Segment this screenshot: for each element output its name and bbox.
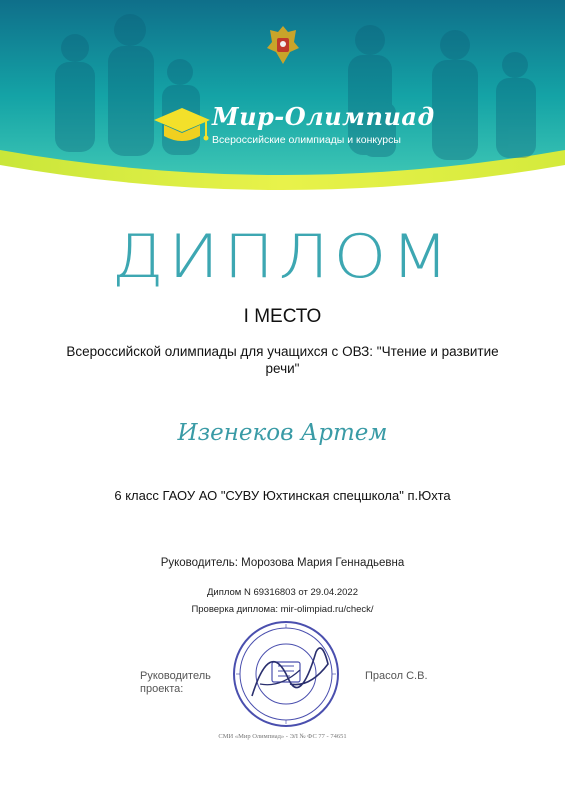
signature-scribble bbox=[252, 648, 328, 696]
russia-coat-of-arms-icon bbox=[264, 22, 302, 68]
signature-label-line-1: Руководитель bbox=[140, 670, 211, 682]
signer-name: Прасол С.В. bbox=[365, 670, 428, 682]
leader-info: Руководитель: Морозова Мария Геннадьевна bbox=[160, 557, 405, 569]
diploma-number: Диплом N 69316803 от 29.04.2022 bbox=[206, 587, 358, 598]
place-label: I МЕСТО bbox=[243, 306, 322, 327]
signature-label-line-2: проекта: bbox=[140, 683, 184, 695]
winner-name: Изенеков Артем bbox=[177, 420, 388, 446]
brand-tagline: Всероссийские олимпиады и конкурсы bbox=[212, 134, 401, 146]
official-stamp-seal bbox=[230, 618, 342, 730]
brand-name: Мир-Олимпиад bbox=[212, 102, 435, 131]
brand-logo bbox=[150, 102, 435, 152]
olympiad-line-2: речи" bbox=[265, 361, 300, 376]
olympiad-name bbox=[60, 343, 505, 377]
signature-label bbox=[140, 670, 210, 696]
olympiad-line-1: Всероссийской олимпиады для учащихся с ОВЗ: "Чтение и развитие bbox=[66, 344, 499, 359]
diploma-check-link: Проверка диплома: mir-olimpiad.ru/check/ bbox=[191, 604, 374, 615]
diploma-title: ДИПЛОМ bbox=[111, 222, 454, 292]
header-banner bbox=[0, 0, 565, 205]
graduation-cap-icon bbox=[150, 102, 212, 152]
school-info: 6 класс ГАОУ АО "СУВУ Юхтинская спецшкола" п.Юхта bbox=[114, 488, 451, 503]
footer-registration: СМИ «Мир Олимпиад» - ЭЛ № ФС 77 - 74651 bbox=[218, 733, 347, 740]
